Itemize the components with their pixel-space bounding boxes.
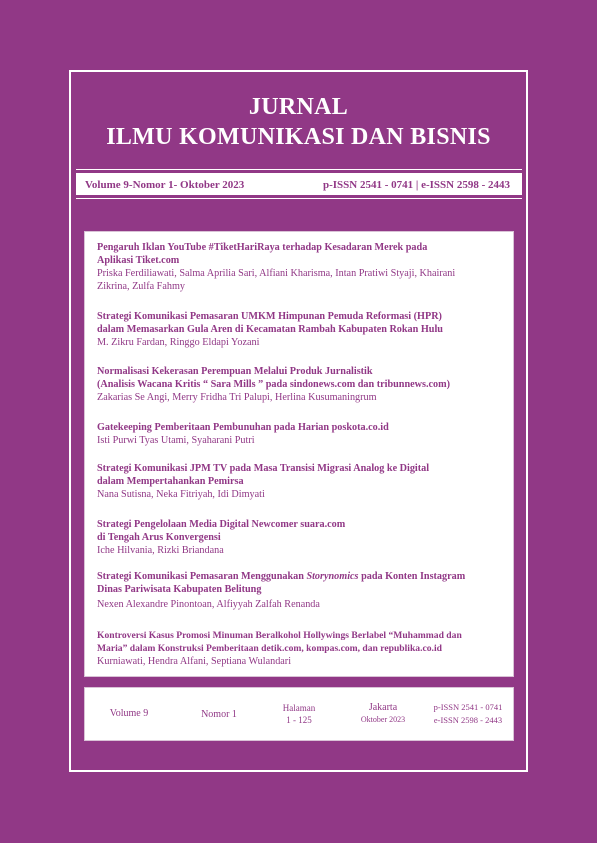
article-item — [97, 518, 497, 557]
article-authors-line: Zikrina, Zulfa Fahmy — [97, 281, 185, 292]
article-item — [97, 462, 497, 501]
footer-e-issn: e-ISSN 2598 - 2443 — [433, 715, 503, 725]
article-authors: Zakarias Se Angi, Merry Fridha Tri Palupi, Herlina Kusumaningrum — [97, 392, 377, 403]
article-title-line: Strategi Pengelolaan Media Digital Newcomer suara.com — [97, 519, 346, 530]
footer-issn — [425, 701, 511, 727]
article-title-line: (Analisis Wacana Kritis “ Sara Mills ” pada sindonews.com dan tribunnews.com) — [97, 379, 451, 390]
article-title-line: dalam Mempertahankan Pemirsa — [97, 476, 244, 487]
article-title-line — [97, 570, 497, 583]
article-title — [97, 462, 497, 488]
footer-date: Oktober 2023 — [360, 715, 406, 724]
footer-volume: Volume 9 — [109, 708, 149, 719]
article-title-line: Strategi Komunikasi Pemasaran UMKM Himpunan Pemuda Reformasi (HPR) — [97, 311, 442, 322]
divider-bottom — [76, 198, 522, 199]
footer-p-issn: p-ISSN 2541 - 0741 — [433, 702, 503, 712]
article-authors: Isti Purwi Tyas Utami, Syaharani Putri — [97, 435, 255, 446]
issue-label: Volume 9-Nomor 1- Oktober 2023 — [85, 179, 245, 191]
article-item — [97, 310, 497, 349]
article-title: Gatekeeping Pemberitaan Pembunuhan pada Harian poskota.co.id — [97, 422, 389, 433]
article-item — [97, 629, 497, 668]
article-title-line: Strategi Komunikasi JPM TV pada Masa Transisi Migrasi Analog ke Digital — [97, 463, 430, 474]
article-item — [97, 241, 497, 293]
article-title-line: di Tengah Arus Konvergensi — [97, 532, 221, 543]
issue-footer — [84, 687, 514, 741]
article-item — [97, 421, 497, 447]
journal-title-line1: JURNAL — [248, 94, 349, 120]
article-title — [97, 241, 497, 267]
article-item — [97, 365, 497, 404]
article-title-line: Pengaruh Iklan YouTube #TiketHariRaya terhadap Kesadaran Merek pada — [97, 242, 428, 253]
article-item — [97, 570, 497, 611]
article-authors: Nana Sutisna, Neka Fitriyah, Idi Dimyati — [97, 489, 265, 500]
article-title-line: dalam Memasarkan Gula Aren di Kecamatan Rambah Kabupaten Rokan Hulu — [97, 324, 443, 335]
article-title-line: Dinas Pariwisata Kabupaten Belitung — [97, 584, 262, 595]
article-title-part: Strategi Komunikasi Pemasaran Menggunakan — [97, 571, 307, 582]
article-title — [97, 629, 497, 655]
article-title-italic: Storynomics — [306, 571, 359, 582]
article-title-line: Kontroversi Kasus Promosi Minuman Beralkohol Hollywings Berlabel “Muhammad dan — [97, 630, 462, 641]
issn-label: p-ISSN 2541 - 0741 | e-ISSN 2598 - 2443 — [323, 179, 510, 191]
article-authors-line: Priska Ferdiliawati, Salma Aprilia Sari, Alfiani Kharisma, Intan Pratiwi Styaji, Khairani — [97, 268, 456, 279]
article-title — [97, 570, 497, 596]
article-authors: M. Zikru Fardan, Ringgo Eldapi Yozani — [97, 337, 260, 348]
article-title-line: Normalisasi Kekerasan Perempuan Melalui Produk Jurnalistik — [97, 366, 373, 377]
article-title — [97, 365, 497, 391]
footer-halaman-value: 1 - 125 — [286, 715, 312, 725]
footer-place-date — [348, 702, 418, 726]
footer-halaman — [269, 702, 329, 726]
article-title — [97, 310, 497, 336]
issue-info-bar — [76, 173, 522, 195]
table-of-contents — [84, 231, 514, 677]
footer-city: Jakarta — [368, 702, 398, 713]
article-title — [97, 518, 497, 544]
article-title-line: Aplikasi Tiket.com — [97, 255, 180, 266]
article-authors: Nexen Alexandre Pinontoan, Alfiyyah Zalfah Renanda — [97, 599, 320, 610]
journal-title-line2: ILMU KOMUNIKASI DAN BISNIS — [106, 124, 491, 150]
article-authors: Iche Hilvania, Rizki Briandana — [97, 545, 224, 556]
journal-title — [69, 92, 528, 152]
footer-halaman-label: Halaman — [282, 703, 316, 713]
footer-nomor: Nomor 1 — [201, 709, 237, 720]
article-title-part: pada Konten Instagram — [358, 571, 466, 582]
article-title-line: Maria” dalam Konstruksi Pemberitaan detik.com, kompas.com, dan republika.co.id — [97, 643, 442, 654]
article-authors: Kurniawati, Hendra Alfani, Septiana Wulandari — [97, 656, 292, 667]
article-authors — [97, 267, 497, 293]
divider-top — [76, 169, 522, 170]
